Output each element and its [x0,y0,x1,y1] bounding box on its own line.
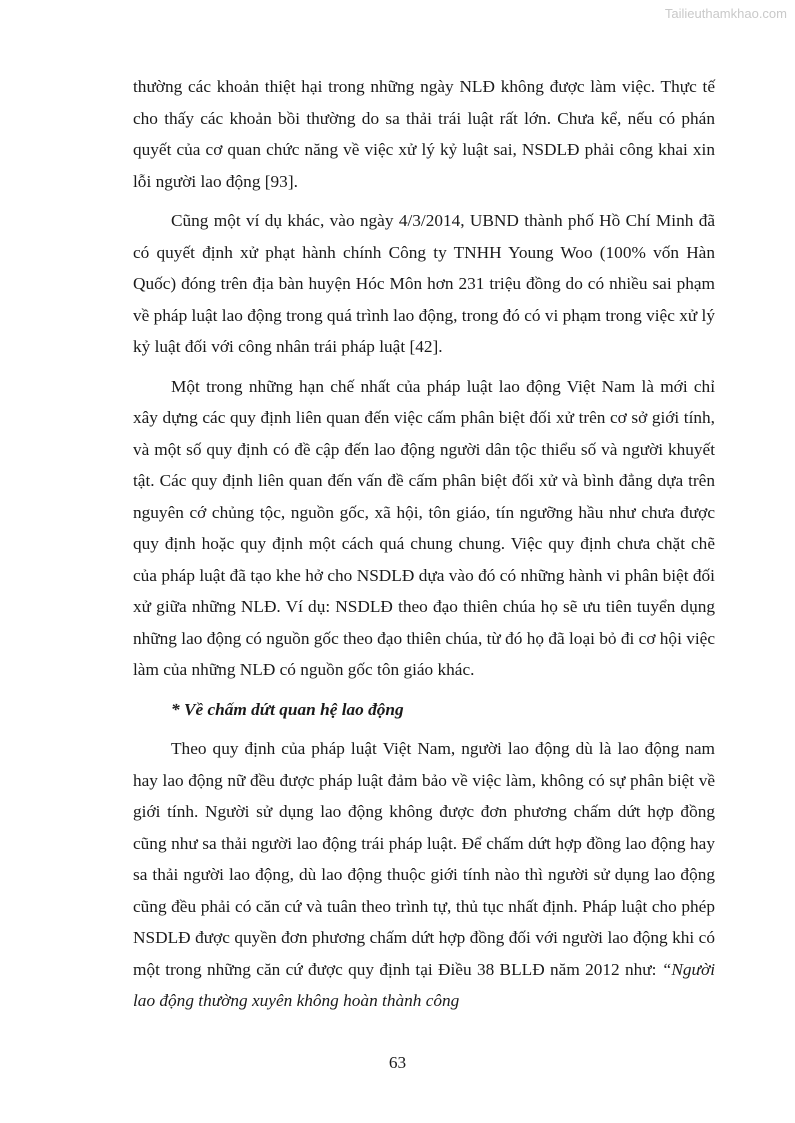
document-body [133,71,715,1025]
watermark: Tailieuthamkhao.com [664,6,787,21]
paragraph-limitation: Một trong những hạn chế nhất của pháp luật lao động Việt Nam là mới chỉ xây dựng các quy định liên quan đến việc cấm phân biệt đối xử trên cơ sở giới tính, và một số quy định có đề cập đến lao động người dân tộc thiểu số và người khuyết tật. Các quy định liên quan đến vấn đề cấm phân biệt đối xử và bình đẳng dựa trên nguyên cớ chủng tộc, nguồn gốc, xã hội, tôn giáo, tín ngưỡng hầu như chưa được quy định hoặc quy định một cách quá chung chung. Việc quy định chưa chặt chẽ của pháp luật đã tạo khe hở cho NSDLĐ dựa vào đó có những hành vi phân biệt đối xử giữa những NLĐ. Ví dụ: NSDLĐ theo đạo thiên chúa họ sẽ ưu tiên tuyển dụng những lao động có nguồn gốc theo đạo thiên chúa, từ đó họ đã loại bỏ đi cơ hội việc làm của những NLĐ có nguồn gốc tôn giáo khác. [133,376,715,679]
section-heading: * Về chấm dứt quan hệ lao động [171,699,404,719]
paragraph-termination [133,733,715,1017]
paragraph-continuation: thường các khoản thiệt hại trong những ngày NLĐ không được làm việc. Thực tế cho thấy các khoản bồi thường do sa thải trái luật rất lớn. Chưa kể, nếu có phán quyết của cơ quan chức năng về việc xử lý kỷ luật sai, NSDLĐ phải công khai xin lỗi người lao động [93]. [133,77,715,191]
paragraph-termination-text: Theo quy định của pháp luật Việt Nam, người lao động dù là lao động nam hay lao động nữ đều được pháp luật đảm bảo về việc làm, không có sự phân biệt về giới tính. Người sử dụng lao động không được đơn phương chấm dứt hợp đồng cũng như sa thải người lao động trái pháp luật. Để chấm dứt hợp đồng lao động hay sa thải người lao động, dù lao động thuộc giới tính nào thì người sử dụng lao động cũng đều phải có căn cứ và tuân theo trình tự, thủ tục nhất định. Pháp luật cho phép NSDLĐ được quyền đơn phương chấm dứt hợp đồng đối với người lao động khi có một trong những căn cứ được quy định tại Điều 38 BLLĐ năm 2012 như: [133,739,715,979]
page-number: 63 [388,1053,407,1072]
paragraph-example: Cũng một ví dụ khác, vào ngày 4/3/2014, UBND thành phố Hồ Chí Minh đã có quyết định xử phạt hành chính Công ty TNHH Young Woo (100% vốn Hàn Quốc) đóng trên địa bàn huyện Hóc Môn hơn 231 triệu đồng do có nhiều sai phạm về pháp luật lao động trong quá trình lao động, trong đó có vi phạm trong việc xử lý kỷ luật đối với công nhân trái pháp luật [42]. [133,211,715,356]
paragraph-termination-quote: “Người lao động thường xuyên không hoàn thành công [133,959,715,1010]
